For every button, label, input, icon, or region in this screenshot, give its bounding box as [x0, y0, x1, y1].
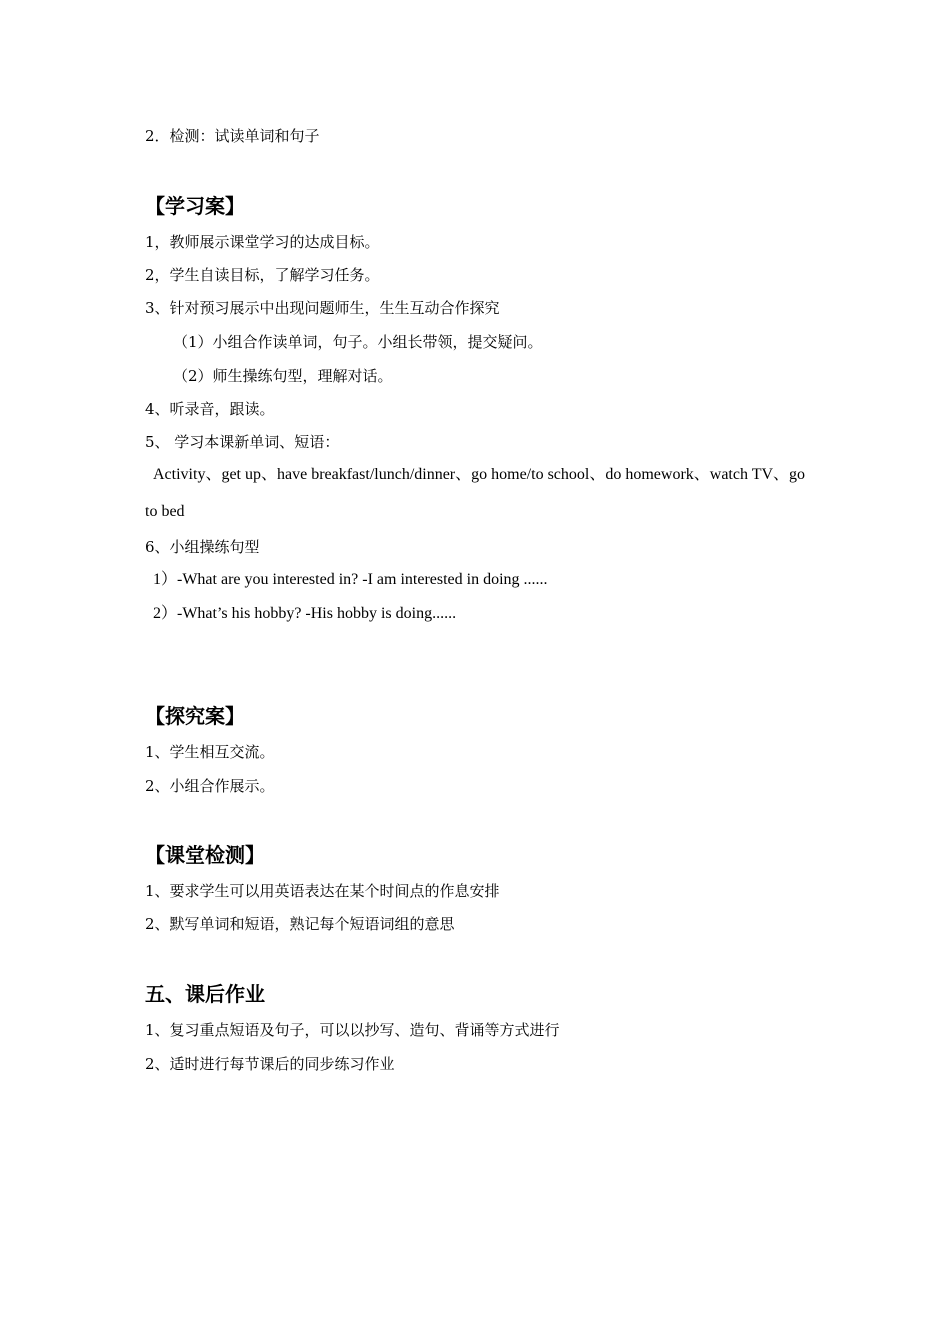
sentence-pattern-2: 2）-What’s his hobby? -His hobby is doing......	[153, 605, 457, 622]
homework-section-heading: 五、课后作业	[145, 982, 265, 1006]
preview-check-line: 2．检测：试读单词和句子	[145, 127, 320, 145]
sentence-pattern-1: 1）-What are you interested in? -I am interested in doing ......	[153, 571, 548, 588]
study-item-5: 5、 学习本课新单词、短语：	[145, 433, 340, 451]
vocabulary-line-continued: to bed	[145, 503, 185, 520]
study-item-3: 3、针对预习展示中出现问题师生，生生互动合作探究	[145, 299, 500, 317]
study-item-4: 4、听录音，跟读。	[145, 400, 275, 418]
check-item-2: 2、默写单词和短语，熟记每个短语词组的意思	[145, 915, 455, 933]
homework-item-2: 2、适时进行每节课后的同步练习作业	[145, 1055, 395, 1073]
study-item-6: 6、小组操练句型	[145, 538, 260, 556]
explore-item-2: 2、小组合作展示。	[145, 777, 275, 795]
study-subitem-2: （2）师生操练句型，理解对话。	[173, 367, 393, 385]
study-subitem-1: （1）小组合作读单词，句子。小组长带领，提交疑问。	[173, 333, 543, 351]
check-section-heading: 【课堂检测】	[145, 843, 265, 867]
study-section-heading: 【学习案】	[145, 194, 245, 218]
homework-item-1: 1、复习重点短语及句子，可以以抄写、造句、背诵等方式进行	[145, 1021, 560, 1039]
explore-section-heading: 【探究案】	[145, 704, 245, 728]
study-item-2: 2，学生自读目标，了解学习任务。	[145, 266, 380, 284]
vocabulary-line: Activity、get up、have breakfast/lunch/dinner、go home/to school、do homework、watch TV、go	[153, 466, 806, 483]
check-item-1: 1、要求学生可以用英语表达在某个时间点的作息安排	[145, 882, 500, 900]
study-item-1: 1，教师展示课堂学习的达成目标。	[145, 233, 380, 251]
explore-item-1: 1、学生相互交流。	[145, 743, 275, 761]
